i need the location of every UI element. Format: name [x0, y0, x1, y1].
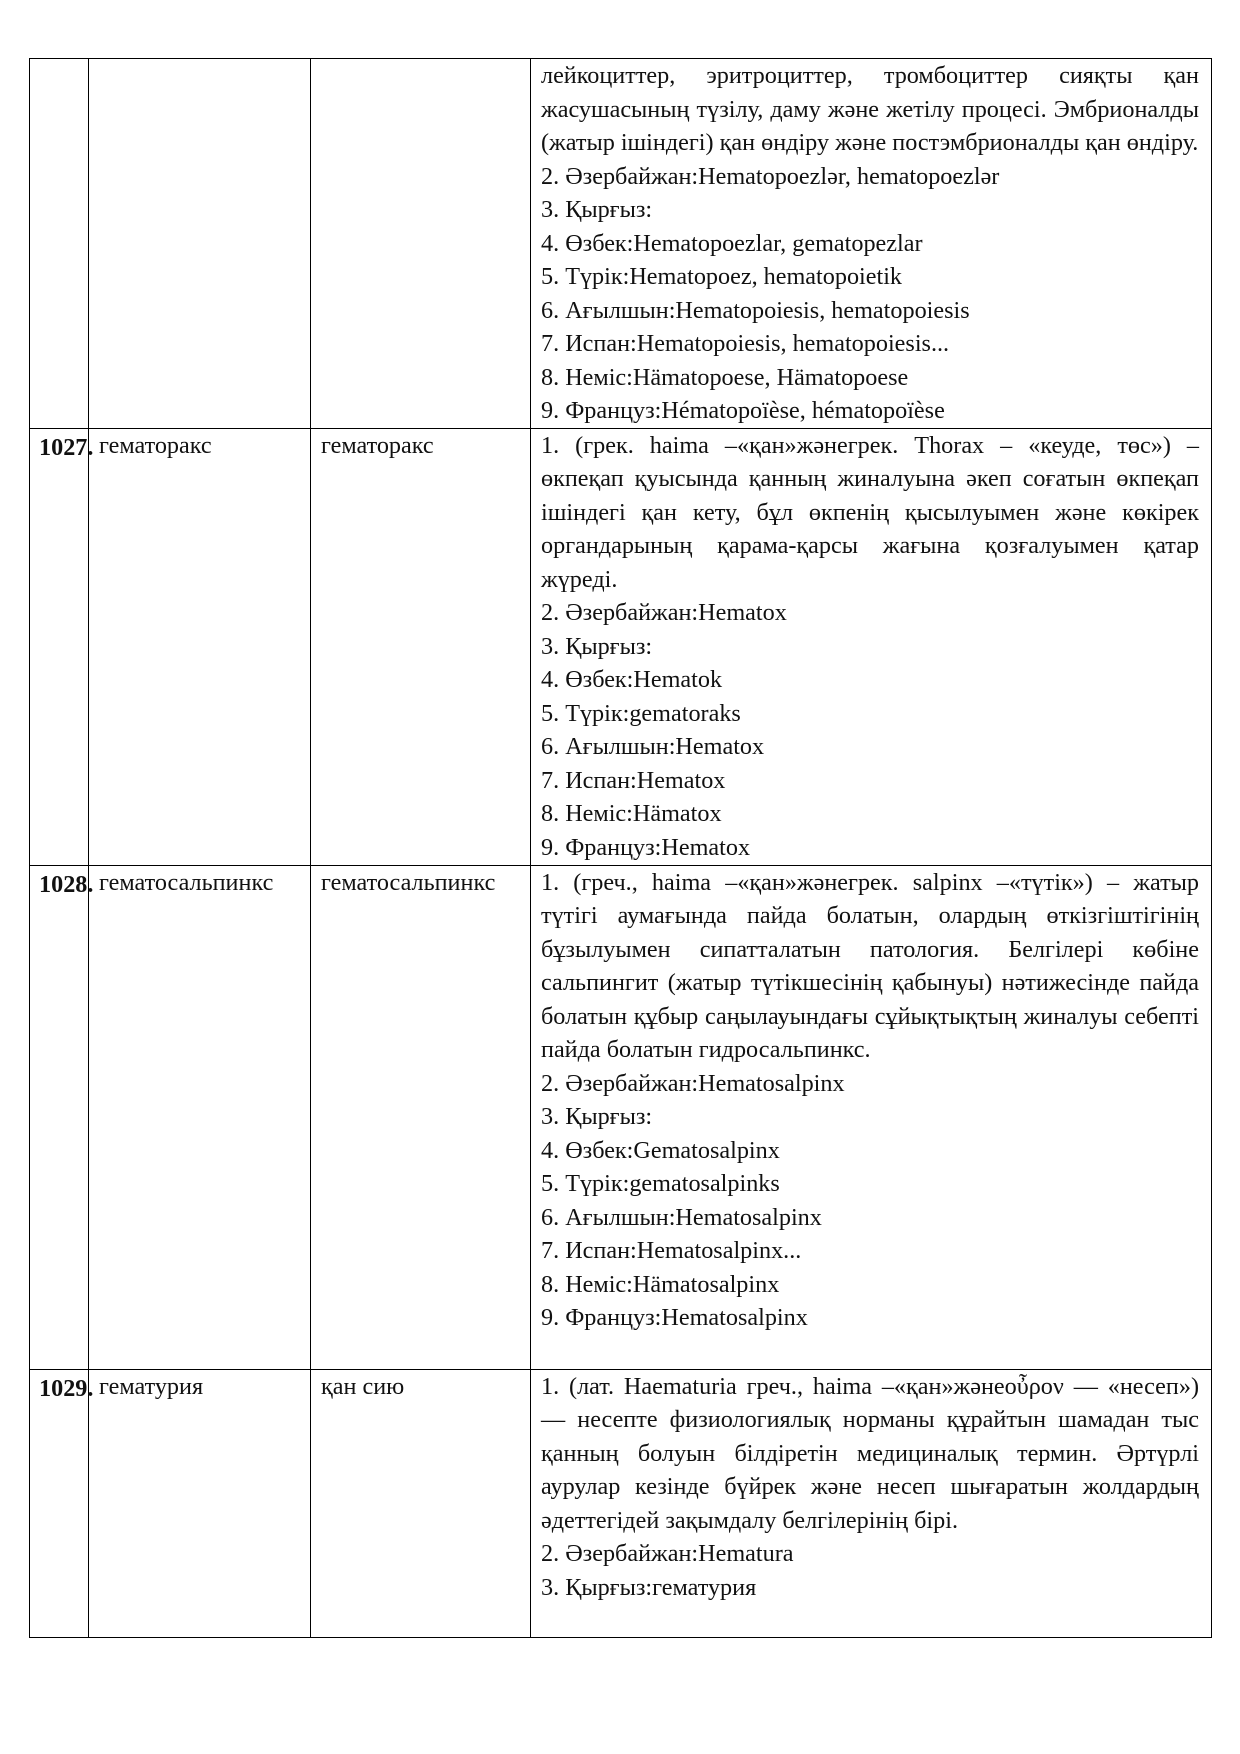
- lang-line: 9. Француз:Hematox: [541, 833, 751, 861]
- definition-cell: [531, 1369, 1212, 1637]
- dictionary-table: [29, 58, 1212, 1638]
- lang-line: 5. Түрік:Hematopoez, hematopoietik: [541, 263, 903, 290]
- lang-line: 4. Өзбек:Hematok: [541, 666, 723, 693]
- lang-line: 2. Әзербайжан:Hematox: [541, 599, 787, 626]
- definition-text: 1. (лат. Haematuria греч., haima –«қан»жәнеοὖρον — «несеп») — несепте физиологиялық норманы құрайтын шамадан тыс қанның болуын білдіретін медициналық термин. Әртүрлі аурулар кезінде бүйрек және несеп шығаратын жолдардың әдеттегідей зақымдалу белгілерінің бірі.: [541, 1372, 1199, 1534]
- translation-cell: гематоракс: [311, 428, 531, 865]
- lang-line: 2. Әзербайжан:Hematura: [541, 1540, 794, 1567]
- lang-line: 3. Қырғыз:: [541, 196, 653, 223]
- definition-text: 1. (грек. haima –«қан»жәнегрек. Thorax – «кеуде, төс») – өкпеқап қуысында қанның жиналуына әкеп соғатын өкпеқап ішіндегі қан кету, бұл өкпенің қысылуымен және көкірек органдарының қарама-қарсы жағына қозғалуымен қатар жүреді.: [541, 431, 1199, 593]
- definition-text: лейкоциттер, эритроциттер, тромбоциттер сияқты қан жасушасының түзілу, даму және жетілу процесі. Эмбрионалды (жатыр ішіндегі) қан өндіру және постэмбрионалды қан өндіру.: [541, 62, 1199, 156]
- translation-cell: гематосальпинкс: [311, 865, 531, 1369]
- definition-text: 1. (греч., haima –«қан»жәнегрек. salpinx –«түтік») – жатыр түтігі аумағында пайда болатын, олардың өткізгіштігінің бұзылуымен сипатталатын патология. Белгілері көбіне сальпингит (жатыр түтікшесінің қабынуы) нәтижесінде пайда болатын құбыр саңылауындағы сұйықтықтың жиналуы себепті пайда болатын гидросальпинкс.: [541, 868, 1199, 1063]
- term-cell: гематурия: [89, 1369, 311, 1637]
- lang-line: 7. Испан:Hematox: [541, 766, 726, 794]
- table-row: [30, 59, 1212, 429]
- term-cell: гематоракс: [89, 428, 311, 865]
- lang-line: 9. Француз:Hématopoïèse, hématopoïèse: [541, 397, 945, 424]
- lang-line: 5. Түрік:gematoraks: [541, 699, 741, 727]
- translation-cell: [311, 59, 531, 429]
- lang-line: 6. Ағылшын:Hematox: [541, 733, 765, 760]
- term-cell: гематосальпинкс: [89, 865, 311, 1369]
- definition-cell: [531, 59, 1212, 429]
- lang-line: 8. Неміс:Hämatosalpinx: [541, 1270, 780, 1298]
- lang-line: 2. Әзербайжан:Hematopoezlər, hematopoezlər: [541, 162, 1000, 190]
- entry-number: 1029.: [30, 1369, 89, 1637]
- lang-line: 9. Француз:Hematosalpinx: [541, 1304, 808, 1331]
- entry-number: 1027.: [30, 428, 89, 865]
- lang-line: 3. Қырғыз:: [541, 632, 653, 660]
- lang-line: 3. Қырғыз:: [541, 1103, 653, 1130]
- lang-line: 6. Ағылшын:Hematosalpinx: [541, 1203, 822, 1231]
- definition-cell: [531, 865, 1212, 1369]
- translation-cell: қан сию: [311, 1369, 531, 1637]
- lang-line: 7. Испан:Hematopoiesis, hematopoiesis...: [541, 330, 950, 357]
- lang-line: 6. Ағылшын:Hematopoiesis, hematopoiesis: [541, 296, 970, 324]
- lang-line: 7. Испан:Hematosalpinx...: [541, 1237, 802, 1264]
- definition-cell: [531, 428, 1212, 865]
- lang-line: 8. Неміс:Hämatox: [541, 800, 722, 827]
- lang-line: 3. Қырғыз:гематурия: [541, 1573, 757, 1601]
- lang-line: 4. Өзбек:Gematosalpinx: [541, 1136, 780, 1164]
- table-row: [30, 865, 1212, 1369]
- lang-line: 4. Өзбек:Hematopoezlar, gematopezlar: [541, 229, 923, 257]
- term-cell: [89, 59, 311, 429]
- entry-number: [30, 59, 89, 429]
- entry-number: 1028.: [30, 865, 89, 1369]
- table-row: [30, 1369, 1212, 1637]
- lang-line: 2. Әзербайжан:Hematosalpinx: [541, 1069, 845, 1097]
- lang-line: 8. Неміс:Hämatopoese, Hämatopoese: [541, 363, 909, 391]
- lang-line: 5. Түрік:gematosalpinks: [541, 1170, 780, 1197]
- table-row: [30, 428, 1212, 865]
